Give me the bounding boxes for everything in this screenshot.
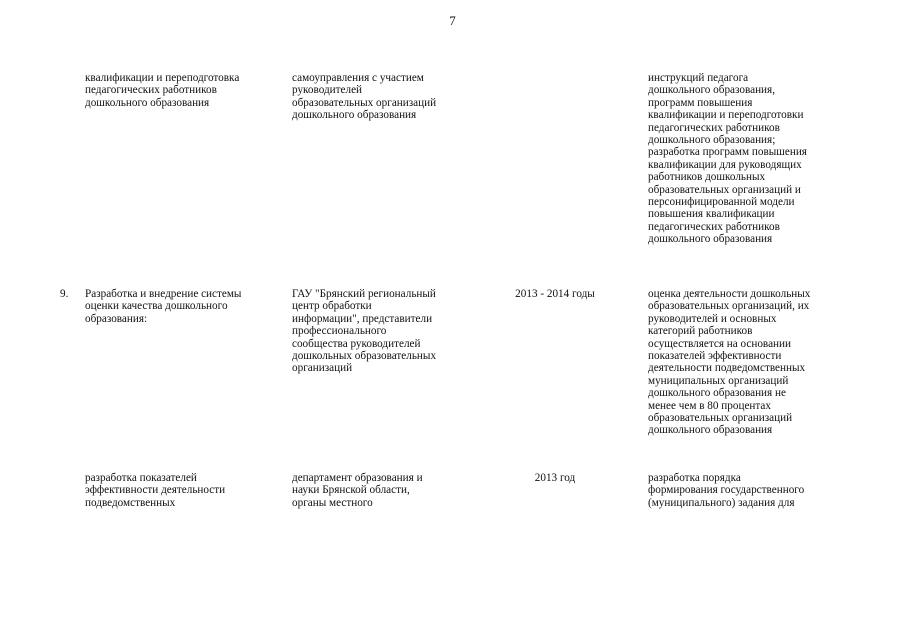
period-cell: 2013 год (534, 472, 576, 484)
responsible-cell: самоуправления с участием руководителей образовательных организаций дошкольного образования (292, 72, 437, 122)
responsible-cell: департамент образования и науки Брянской области, органы местного (292, 472, 423, 509)
event-cell: квалификации и переподготовка педагогических работников дошкольного образования (85, 72, 240, 109)
result-cell: оценка деятельности дошкольных образовательных организаций, их руководителей и основных категорий работников осуществляется на основании показателей эффективности деятельности подведомственных муниципальных организаций дошкольного образования не менее чем в 80 процентах образовательных организаций дошкольного образования (648, 288, 811, 437)
event-cell: разработка показателей эффективности деятельности подведомственных (85, 472, 226, 509)
result-cell: разработка порядка формирования государственного (муниципального) задания для (648, 472, 805, 509)
responsible-cell: ГАУ "Брянский региональный центр обработки информации", представители профессионального сообщества руководителей дошкольных образовательных организаций (292, 288, 437, 375)
row-number: 9. (60, 288, 69, 300)
period-cell: 2013 - 2014 годы (515, 288, 595, 300)
result-cell: инструкций педагога дошкольного образования, программ повышения квалификации и переподготовки педагогических работников дошкольного образования; разработка программ повышения квалификации для руководящих работников дошкольных образовательных организаций и персонифицированной модели повышения квалификации педагогических работников дошкольного образования (648, 72, 807, 246)
event-cell: Разработка и внедрение системы оценки качества дошкольного образования: (85, 288, 242, 325)
page-number: 7 (449, 13, 456, 28)
